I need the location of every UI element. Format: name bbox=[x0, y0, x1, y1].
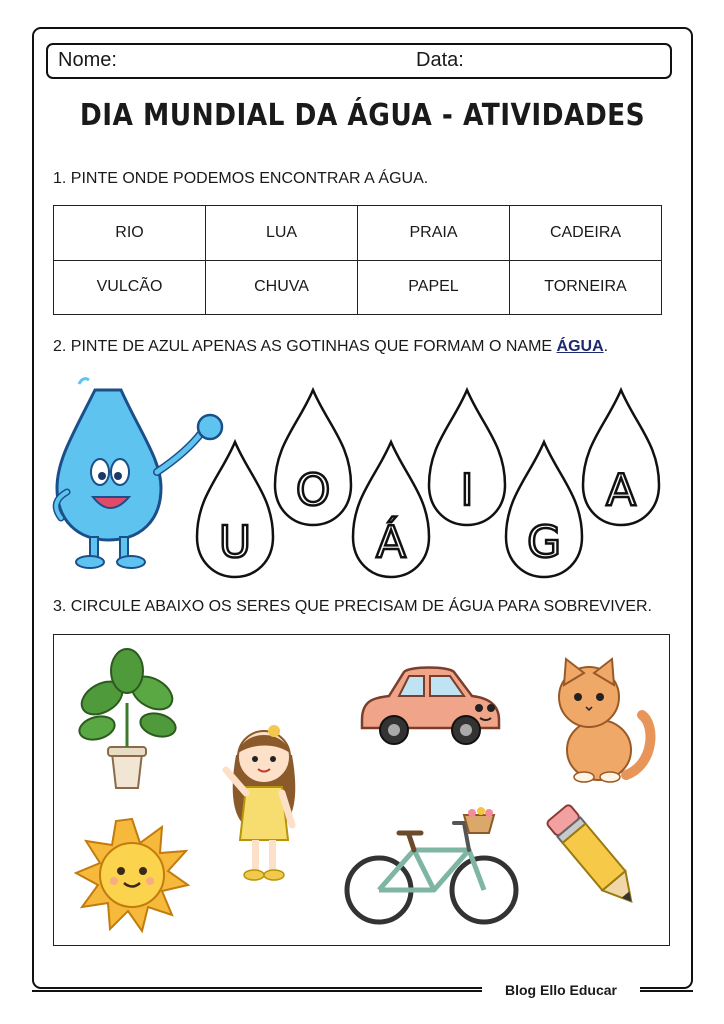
letter-drop[interactable] bbox=[429, 390, 505, 525]
drop-letter: A bbox=[605, 465, 637, 516]
car-icon[interactable] bbox=[354, 660, 504, 750]
word-cell[interactable]: LUA bbox=[206, 206, 358, 261]
sun-icon[interactable] bbox=[72, 815, 192, 935]
bicycle-icon[interactable] bbox=[339, 805, 524, 930]
drops-area bbox=[45, 372, 685, 582]
q1-word-table bbox=[53, 205, 662, 315]
name-label: Nome: bbox=[58, 49, 117, 71]
drop-letter: Á bbox=[375, 517, 407, 568]
letter-drop[interactable] bbox=[197, 442, 273, 577]
word-cell[interactable]: CADEIRA bbox=[510, 206, 662, 261]
letter-drop[interactable] bbox=[583, 390, 659, 525]
word-cell[interactable]: TORNEIRA bbox=[510, 260, 662, 315]
footer-line-left bbox=[32, 990, 492, 992]
pencil-icon[interactable] bbox=[544, 800, 644, 915]
word-cell[interactable]: CHUVA bbox=[206, 260, 358, 315]
drop-letter: I bbox=[460, 465, 474, 516]
question-2 bbox=[53, 338, 608, 356]
letter-drop[interactable] bbox=[275, 390, 351, 525]
name-date-bar bbox=[46, 43, 672, 79]
word-cell[interactable]: PAPEL bbox=[358, 260, 510, 315]
cat-icon[interactable] bbox=[544, 655, 659, 785]
letter-drop[interactable] bbox=[506, 442, 582, 577]
page-title: DIA MUNDIAL DA ÁGUA - ATIVIDADES bbox=[79, 98, 646, 133]
footer-credit: Blog Ello Educar bbox=[482, 978, 640, 1002]
question-1: 1. PINTE ONDE PODEMOS ENCONTRAR A ÁGUA. bbox=[53, 170, 429, 187]
drop-letter: O bbox=[295, 465, 331, 516]
date-label: Data: bbox=[416, 49, 464, 71]
word-cell[interactable]: VULCÃO bbox=[54, 260, 206, 315]
letter-drop[interactable] bbox=[353, 442, 429, 577]
plant-icon[interactable] bbox=[72, 643, 182, 793]
question-3: 3. CIRCULE ABAIXO OS SERES QUE PRECISAM DE ÁGUA PARA SOBREVIVER. bbox=[53, 598, 652, 615]
word-cell[interactable]: RIO bbox=[54, 206, 206, 261]
drop-letter: U bbox=[218, 517, 252, 568]
q2-highlight-word: ÁGUA bbox=[556, 338, 604, 355]
q2-text-end: . bbox=[603, 338, 609, 355]
footer-line-right bbox=[632, 990, 693, 992]
drop-letter: G bbox=[526, 517, 562, 568]
q3-picture-box bbox=[53, 634, 670, 946]
word-cell[interactable]: PRAIA bbox=[358, 206, 510, 261]
q2-text: 2. PINTE DE AZUL APENAS AS GOTINHAS QUE FORMAM O NAME bbox=[53, 338, 557, 355]
girl-icon[interactable] bbox=[214, 715, 314, 890]
